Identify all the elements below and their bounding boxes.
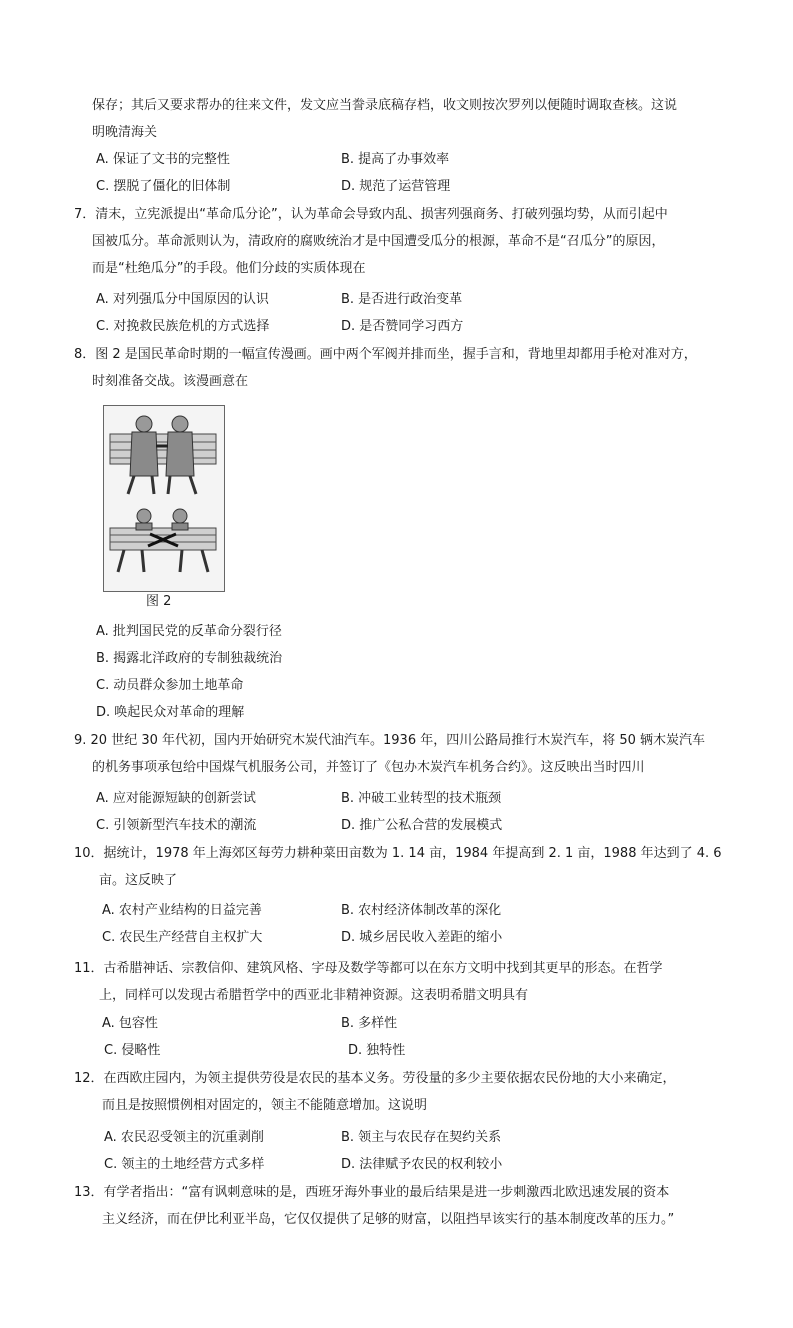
figure-caption: 图 2 [146,594,172,609]
q9-option-b: B. 冲破工业转型的技术瓶颈 [341,791,502,806]
q10-option-b: B. 农村经济体制改革的深化 [341,903,502,918]
q6-option-b: B. 提高了办事效率 [341,152,450,167]
q7-stem-line1: 7．清末，立宪派提出“革命瓜分论”，认为革命会导致内乱、损害列强商务、打破列强均势，从而引起中 [74,207,668,222]
q6-option-c: C. 摆脱了僵化的旧体制 [96,179,231,194]
q9-option-c: C. 引领新型汽车技术的潮流 [96,818,257,833]
q6-option-d: D. 规范了运营管理 [341,179,451,194]
q7-option-d: D. 是否赞同学习西方 [341,319,464,334]
q7-option-a: A. 对列强瓜分中国原因的认识 [96,292,269,307]
q10-option-c: C. 农民生产经营自主权扩大 [102,930,263,945]
cartoon-illustration [104,406,224,591]
q10-stem-line2: 亩。这反映了 [99,873,178,888]
q12-option-a: A. 农民忍受领主的沉重剥削 [104,1130,264,1145]
q8-stem-line2: 时刻准备交战。该漫画意在 [92,374,249,389]
q8-option-d: D. 唤起民众对革命的理解 [96,705,245,720]
q8-option-c: C. 动员群众参加土地革命 [96,678,244,693]
q12-option-d: D. 法律赋予农民的权利较小 [341,1157,503,1172]
q9-option-d: D. 推广公私合营的发展模式 [341,818,503,833]
q9-stem-line2: 的机务事项承包给中国煤气机服务公司，并签订了《包办木炭汽车机务合约》。这反映出当时四川 [92,760,645,775]
q6-option-a: A. 保证了文书的完整性 [96,152,230,167]
q6-stem-line2: 明晚清海关 [92,125,158,140]
q13-stem-line1: 13．有学者指出：“富有讽刺意味的是，西班牙海外事业的最后结果是进一步刺激西北欧迅速发展的资本 [74,1185,670,1200]
q7-option-b: B. 是否进行政治变革 [341,292,463,307]
q7-option-c: C. 对挽救民族危机的方式选择 [96,319,270,334]
q11-stem-line2: 上，同样可以发现古希腊哲学中的西亚北非精神资源。这表明希腊文明具有 [99,988,529,1003]
q6-stem-line1: 保存；其后又要求帮办的往来文件，发文应当誊录底稿存档，收文则按次罗列以便随时调取查核。这说 [92,98,678,113]
q11-stem-line1: 11．古希腊神话、宗教信仰、建筑风格、字母及数学等都可以在东方文明中找到其更早的形态。在哲学 [74,961,663,976]
q10-option-d: D. 城乡居民收入差距的缩小 [341,930,503,945]
q8-option-b: B. 揭露北洋政府的专制独裁统治 [96,651,283,666]
q7-stem-line3: 而是“杜绝瓜分”的手段。他们分歧的实质体现在 [92,261,366,276]
q12-stem-line1: 12．在西欧庄园内，为领主提供劳役是农民的基本义务。劳役量的多少主要依据农民份地的大小来确定， [74,1071,676,1086]
q12-stem-line2: 而且是按照惯例相对固定的，领主不能随意增加。这说明 [102,1098,428,1113]
q9-stem-line1: 9. 20 世纪 30 年代初，国内开始研究木炭代油汽车。1936 年，四川公路局推行木炭汽车，将 50 辆木炭汽车 [74,733,706,748]
q13-stem-line2: 主义经济，而在伊比利亚半岛，它仅仅提供了足够的财富，以阻挡早该实行的基本制度改革的压力。” [102,1212,675,1227]
q12-option-b: B. 领主与农民存在契约关系 [341,1130,502,1145]
q11-option-c: C. 侵略性 [104,1043,161,1058]
cartoon-figure [103,405,225,592]
q10-option-a: A. 农村产业结构的日益完善 [102,903,262,918]
q7-stem-line2: 国被瓜分。革命派则认为，清政府的腐败统治才是中国遭受瓜分的根源，革命不是“召瓜分”的原因， [92,234,665,249]
q9-option-a: A. 应对能源短缺的创新尝试 [96,791,256,806]
q10-stem-line1: 10．据统计，1978 年上海郊区每劳力耕种菜田亩数为 1. 14 亩，1984 年提高到 2. 1 亩，1988 年达到了 4. 6 [74,846,722,861]
q11-option-a: A. 包容性 [102,1016,158,1031]
q12-option-c: C. 领主的土地经营方式多样 [104,1157,265,1172]
q8-stem-line1: 8．图 2 是国民革命时期的一幅宣传漫画。画中两个军阀并排而坐，握手言和，背地里却都用手枪对准对方， [74,347,697,362]
q8-option-a: A. 批判国民党的反革命分裂行径 [96,624,282,639]
q11-option-d: D. 独特性 [348,1043,406,1058]
q11-option-b: B. 多样性 [341,1016,398,1031]
